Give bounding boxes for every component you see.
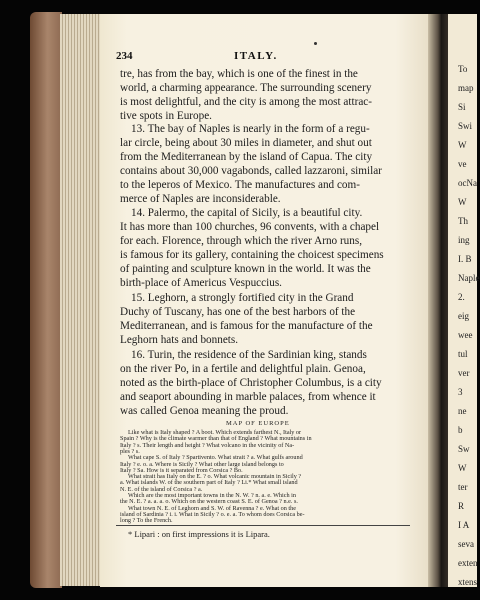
right-page-text: exten bbox=[458, 558, 478, 568]
right-page-text: 2. bbox=[458, 292, 465, 302]
right-page-text: tul bbox=[458, 349, 468, 359]
body-line: birth-place of Americus Vespuccius. bbox=[120, 277, 282, 289]
question-line: Spain ? Why is the climate warmer than that of England ? What mountains in bbox=[120, 435, 312, 443]
right-page-text: R bbox=[458, 501, 465, 511]
right-page-text: Naple bbox=[458, 273, 480, 283]
question-line: Like what is Italy shaped ? A boot. Which extends farthest N., Italy or bbox=[128, 429, 302, 436]
right-page-text: To bbox=[458, 64, 468, 74]
body-line: is most delightful, and the city is among the most attrac- bbox=[120, 96, 372, 108]
right-page-text: W bbox=[458, 140, 467, 150]
body-line: 13. The bay of Naples is nearly in the form of a regu- bbox=[131, 123, 370, 135]
right-page-text: Swi bbox=[458, 121, 473, 131]
body-line: Leghorn hats and bonnets. bbox=[120, 334, 239, 346]
book-cover-left bbox=[30, 12, 62, 588]
question-line: What strait has Italy on the E. ? o. What volcanic mountain in Sicily ? bbox=[128, 473, 302, 481]
body-line: contains about 30,000 vagabonds, called lazzaroni, similar bbox=[120, 165, 382, 177]
question-line: N. E. of the island of Corsica ? a. bbox=[120, 485, 203, 493]
right-page-text: ne bbox=[458, 406, 467, 416]
body-line: 16. Turin, the residence of the Sardinian king, stands bbox=[131, 349, 367, 361]
body-line: It has more than 100 churches, 96 convents, with a chapel bbox=[120, 221, 380, 233]
body-line: for each. Florence, through which the river Arno runs, bbox=[120, 235, 363, 247]
right-page-text: eig bbox=[458, 311, 469, 321]
body-line: 15. Leghorn, a strongly fortified city in the Grand bbox=[131, 292, 354, 304]
question-line: What cape S. of Italy ? Spartivento. What strait ? a. What gulfs around bbox=[128, 454, 303, 462]
body-line: Mediterranean, and is famous for the manufacture of the bbox=[120, 320, 373, 332]
ink-speck bbox=[314, 42, 317, 45]
question-line: What town N. E. of Leghorn and S. W. of Ravenna ? e. What on the bbox=[128, 504, 296, 512]
question-line: ples ? s. bbox=[120, 447, 140, 455]
body-line: to the leperos of Mexico. The manufactures and com- bbox=[120, 179, 360, 191]
right-page-text: Sw bbox=[458, 444, 470, 454]
right-page-text: I. B bbox=[458, 254, 472, 264]
right-page-text: Si bbox=[458, 102, 466, 112]
right-page-text: ter bbox=[458, 482, 468, 492]
right-page-text: xtens bbox=[458, 577, 477, 587]
question-line: the N. E. ? a. a. a. o. Which on the western coast S. E. of Genoa ? n.e. s. bbox=[120, 498, 298, 506]
body-line: 14. Palermo, the capital of Sicily, is a beautiful city. bbox=[131, 207, 363, 219]
question-line: Italy ? e. o. a. Where is Sicily ? What other large island belongs to bbox=[120, 460, 284, 468]
right-page-text: W bbox=[458, 463, 467, 473]
book-gutter bbox=[428, 14, 450, 587]
right-page-text: 3 bbox=[458, 387, 463, 397]
right-page-text: ing bbox=[458, 235, 470, 245]
right-page-text: I A bbox=[458, 520, 470, 530]
body-line: from the Mediterranean by the island of Capua. The city bbox=[120, 151, 373, 163]
right-page-text: seva bbox=[458, 539, 474, 549]
footnote: * Lipari : on first impressions it is Lipara. bbox=[128, 529, 270, 539]
body-line: on the river Po, in a fertile and delightful plain. Genoa, bbox=[120, 363, 366, 375]
body-line: tre, has from the bay, which is one of the finest in the bbox=[120, 68, 358, 80]
right-page-text: Th bbox=[458, 216, 468, 226]
question-line: Italy ? Sa. How is it separated from Corsica ? Bo. bbox=[120, 466, 243, 474]
body-line: was called Genoa meaning the proud. bbox=[120, 405, 289, 417]
right-page-text: ver bbox=[458, 368, 470, 378]
right-page-text: wee bbox=[458, 330, 473, 340]
section-title: MAP OF EUROPE bbox=[226, 420, 290, 427]
page-edges bbox=[60, 14, 104, 586]
body-line: lar circle, being about 30 miles in diameter, and shut out bbox=[120, 137, 372, 149]
right-page-text: b bbox=[458, 425, 463, 435]
body-line: world, a charming appearance. The surrounding scenery bbox=[120, 82, 372, 94]
right-page-text: ve bbox=[458, 159, 467, 169]
body-line: and seaport abounding in marble palaces, from whence it bbox=[120, 391, 376, 403]
body-line: tive spots in Europe. bbox=[120, 110, 212, 122]
body-line: merce of Naples are inconsiderable. bbox=[120, 193, 281, 205]
page-title: ITALY. bbox=[234, 50, 278, 62]
question-line: Which are the most important towns in the N. W. ? n. a. e. Which in bbox=[128, 492, 296, 499]
right-page-text: ocNa bbox=[458, 178, 477, 188]
footnote-rule bbox=[116, 525, 410, 526]
question-line: island of Sardinia ? i. i. What in Sicily ? o. e. a. To whom does Corsica be- bbox=[120, 510, 305, 518]
page-number: 234 bbox=[116, 50, 133, 62]
right-page-text: map bbox=[458, 83, 474, 93]
body-line: of painting and sculpture known in the world. It was the bbox=[120, 263, 371, 275]
body-line: is famous for its gallery, containing the choicest specimens bbox=[120, 249, 384, 261]
body-line: noted as the birth-place of Christopher Columbus, is a city bbox=[120, 377, 382, 389]
question-line: Italy ? s. Their length and height ? What volcano in the vicinity of Na- bbox=[120, 441, 295, 449]
body-line: Duchy of Tuscany, has one of the best harbors of the bbox=[120, 306, 356, 318]
question-line: a. What islands W. of the southern part of Italy ? Li.* What small island bbox=[120, 479, 298, 487]
page-header bbox=[116, 50, 408, 64]
question-line: long ? To the French. bbox=[120, 517, 173, 525]
right-page-text: W bbox=[458, 197, 467, 207]
right-page-fragment bbox=[448, 14, 480, 587]
